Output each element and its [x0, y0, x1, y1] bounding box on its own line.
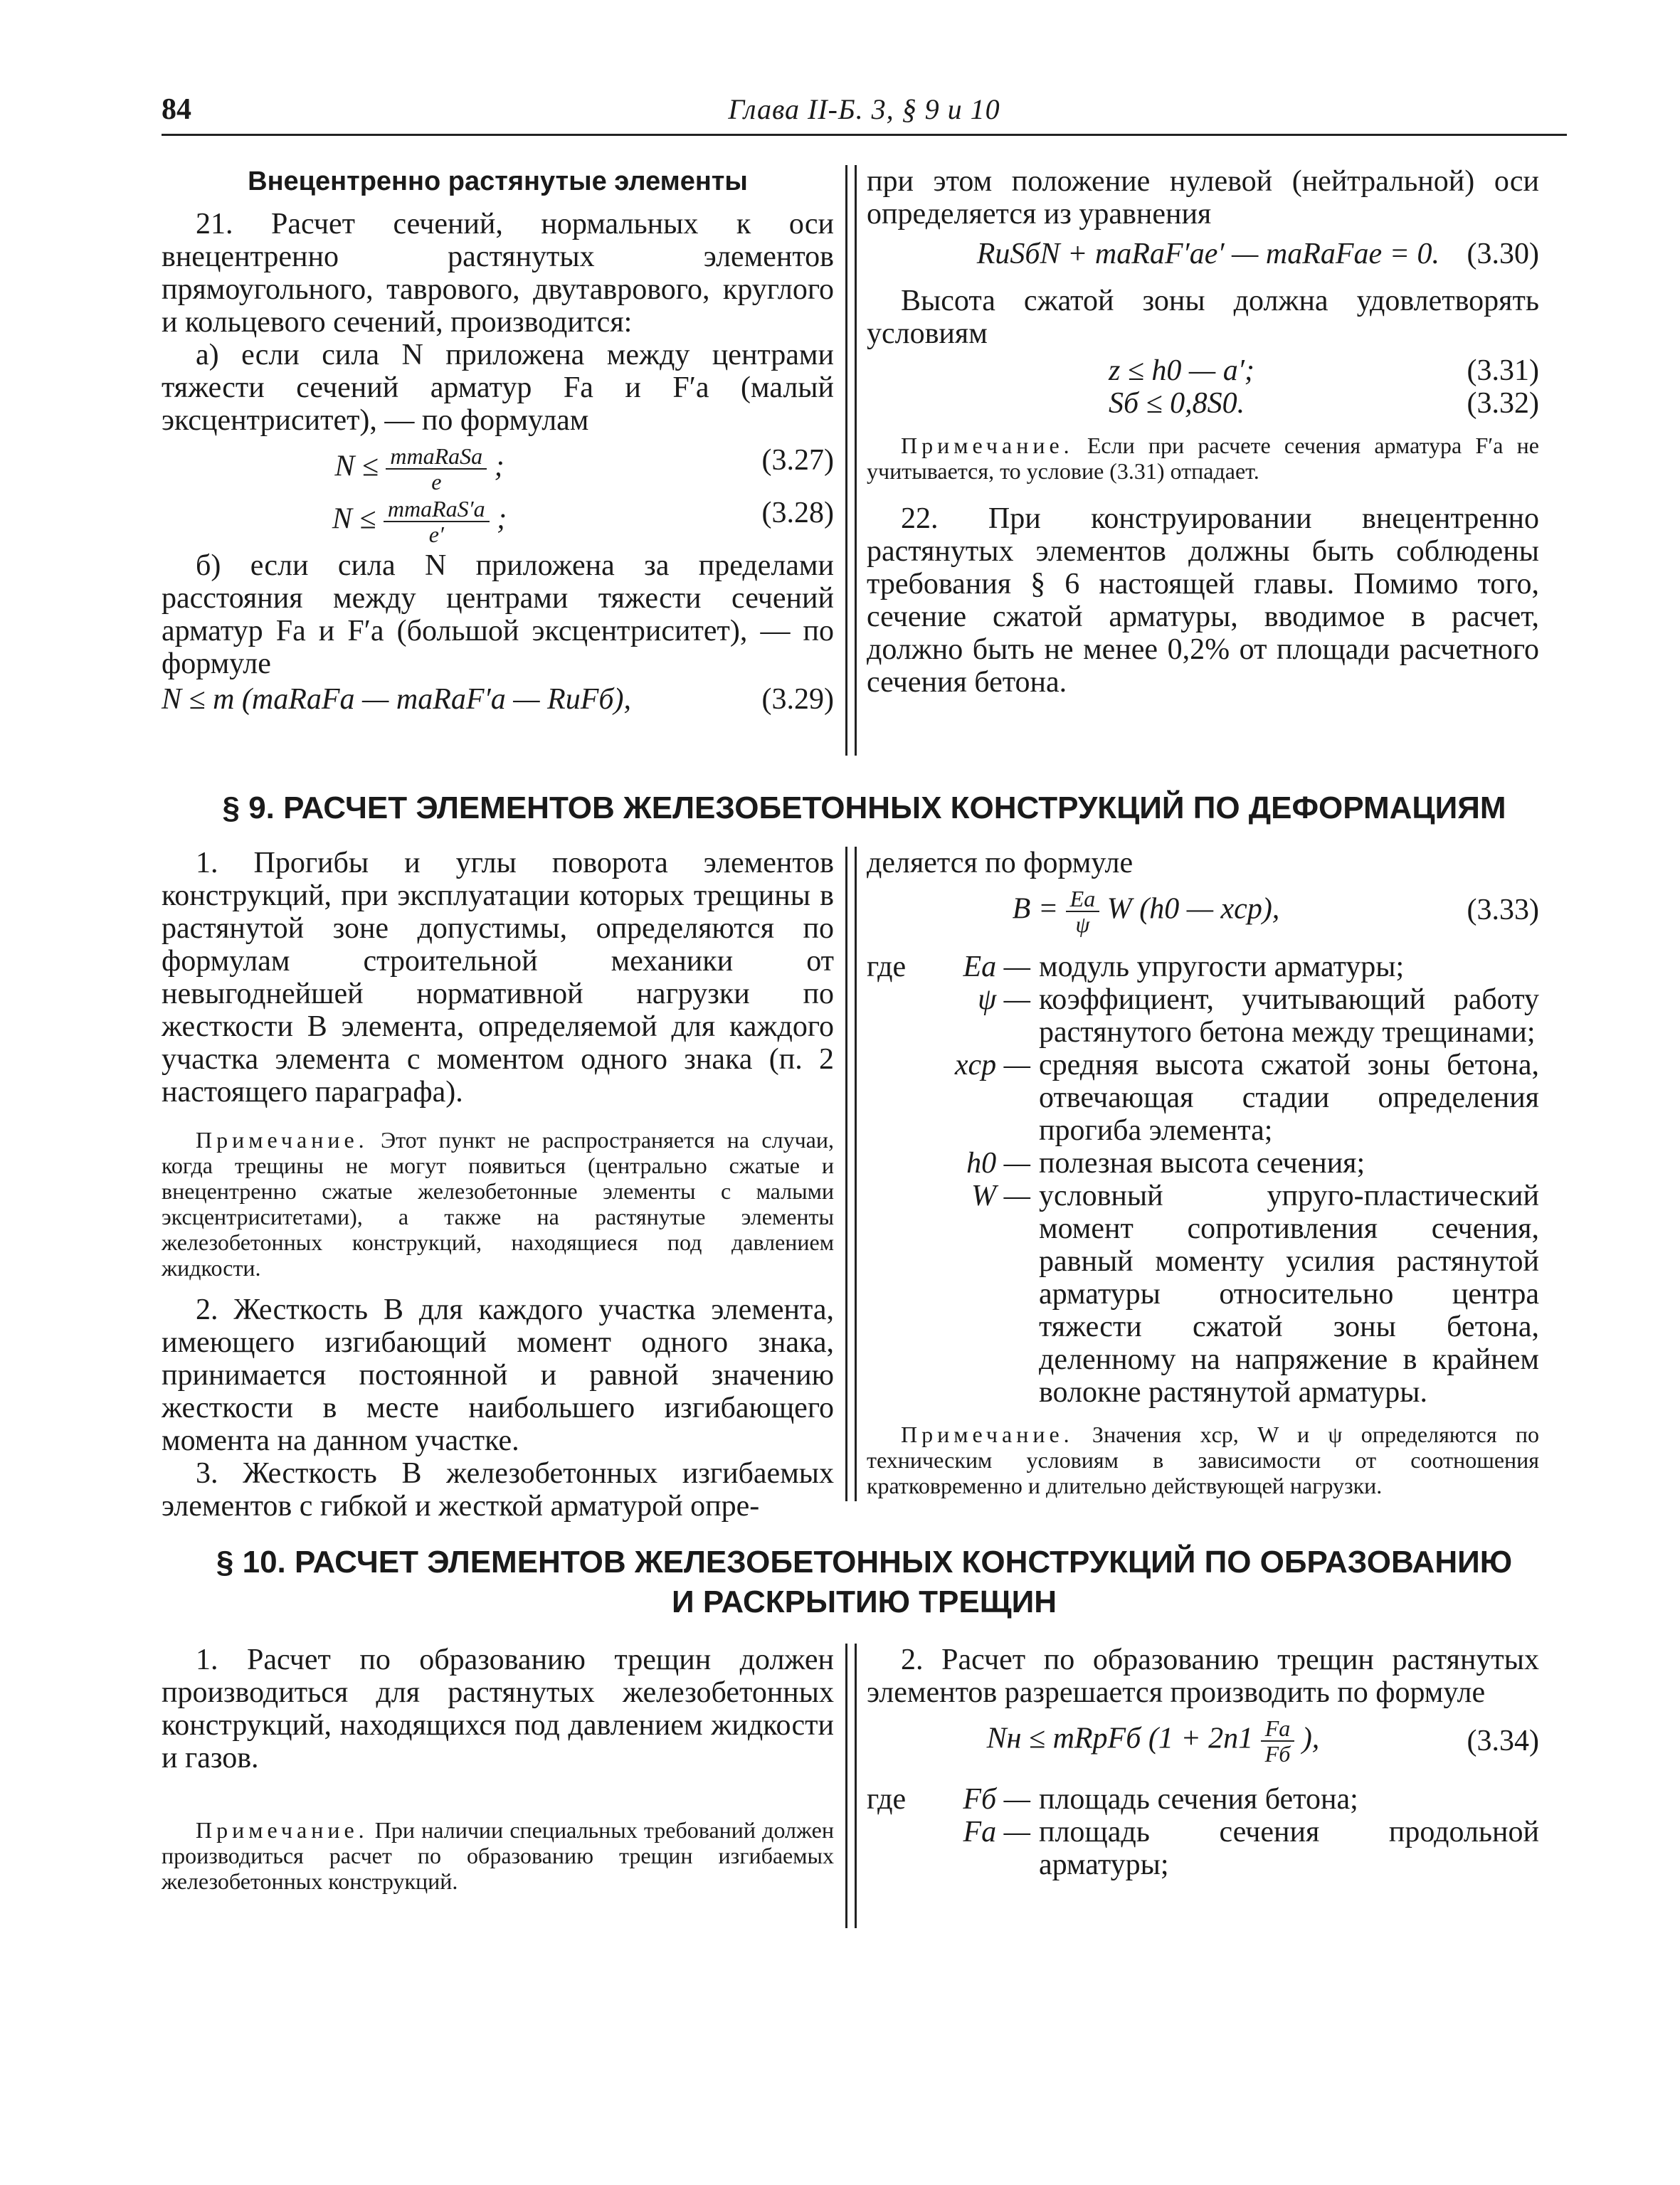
paragraph-formula-intro: деляется по формуле	[867, 847, 1134, 879]
section10-left-column	[162, 1644, 834, 1907]
formula-3-34-denominator: Fб	[1264, 1741, 1291, 1767]
definition-fb: площадь сечения бетона;	[1039, 1783, 1358, 1816]
paragraph-10-1: 1. Расчет по образованию трещин должен производиться для растянутых железобетонных конструкций, находящихся под давлением жидкости и газов.	[162, 1644, 834, 1774]
formula-3-28-tail: ;	[497, 502, 507, 536]
definition-xcp: средняя высота сжатой зоны бетона, отвечающая стадии определения прогиба элемента;	[1039, 1049, 1539, 1147]
section10-right-column	[867, 1644, 1539, 1881]
formula-3-33-lhs: B =	[1012, 892, 1059, 926]
formula-3-28-denominator: e′	[428, 522, 444, 547]
term-h0: h0 —	[966, 1147, 1030, 1180]
section9-left-column	[162, 847, 834, 1523]
note-10-1	[162, 1817, 834, 1894]
where-word: где	[867, 1783, 907, 1816]
paragraph-9-3: 3. Жесткость B железобетонных изгибаемых элементов с гибкой и жесткой арматурой опре-	[162, 1457, 834, 1523]
column-divider-1	[845, 165, 857, 756]
note-text: Этот пункт не распространяется на случаи, когда трещины не могут появиться (центрально сжатые и внецентренно сжатые железобетонные элементы с малыми эксцентриситетами), а также на растянутые элементы железобетонных конструкций, находящиеся под давлением жидкости.	[162, 1127, 834, 1281]
term-fb: Fб —	[963, 1783, 1030, 1816]
paragraph-22: 22. При конструировании внецентренно растянутых элементов должны быть соблюдены требования § 6 настоящей главы. Помимо того, сечение сжатой арматуры, вводимое в расчет, должно быть не менее 0,2% от площади расчетного сечения бетона.	[867, 502, 1539, 699]
formula-3-33-rhs: W (h0 — xср),	[1106, 892, 1280, 926]
formula-3-27-numerator: mmаRаSа	[386, 444, 487, 470]
formula-3-32	[867, 387, 1539, 420]
note-text: Значения xср, W и ψ определяются по техническим условиям в зависимости от соотношения кратковременно и длительно действующей нагрузки.	[867, 1422, 1539, 1498]
item-b: б) если сила N приложена за пределами расстояния между центрами тяжести сечений арматур Fа и F′а (большой эксцентриситет), — по формуле	[162, 549, 834, 680]
note-label: Примечание.	[901, 433, 1074, 458]
formula-3-33	[867, 887, 1539, 943]
paragraph-9-1: 1. Прогибы и углы поворота элементов конструкций, при эксплуатации которых трещины в растянутой зоне допустимы, определяются по формулам строительной механики от невыгоднейшей нормативной нагрузки по жесткости B элемента, определяемой для каждого участка элемента с моментом одного знака (п. 2 настоящего параграфа).	[162, 847, 834, 1109]
definition-h0: полезная высота сечения;	[1039, 1147, 1365, 1180]
formula-3-27-fraction	[386, 444, 487, 494]
definition-w: условный упруго-пластический момент сопротивления сечения, равный моменту усилия растянутой арматуры относительно центра тяжести сжатой зоны бетона, деленному на напряжение в крайнем волокне растянутой арматуры.	[1039, 1180, 1539, 1409]
block1-right-column	[867, 165, 1539, 699]
paragraph-neutral-axis: при этом положение нулевой (нейтральной) оси определяется из уравнения	[867, 165, 1539, 231]
formula-3-34-tail: ),	[1301, 1722, 1320, 1755]
formula-3-28	[162, 496, 834, 547]
paragraph-21: 21. Расчет сечений, нормальных к оси внецентренно растянутых элементов прямоугольного, таврового, двутаврового, круглого и кольцевого сечений, производится:	[162, 208, 834, 339]
term-ea: Eа —	[963, 951, 1030, 983]
section-10-heading-line-2: И РАСКРЫТИЮ ТРЕЩИН	[672, 1584, 1057, 1619]
formula-3-34-numerator: Fа	[1261, 1716, 1295, 1742]
note-label: Примечание.	[901, 1422, 1074, 1447]
equation-number-3-32: (3.32)	[1467, 387, 1539, 420]
where-word: где	[867, 951, 907, 983]
note-label: Примечание.	[196, 1817, 369, 1843]
formula-3-27-tail: ;	[494, 450, 504, 483]
formula-3-28-lhs: N ≤	[332, 502, 376, 536]
note-3-31	[867, 433, 1539, 484]
term-xcp: xср —	[954, 1049, 1030, 1081]
section-10-heading-line-1: § 10. РАСЧЕТ ЭЛЕМЕНТОВ ЖЕЛЕЗОБЕТОННЫХ КОНСТРУКЦИЙ ПО ОБРАЗОВАНИЮ	[216, 1545, 1513, 1580]
equation-number-3-34: (3.34)	[1467, 1725, 1539, 1757]
formula-3-33-denominator: ψ	[1075, 911, 1090, 937]
definitions-list-3-34	[867, 1783, 1539, 1881]
formula-3-30	[867, 238, 1539, 277]
formula-3-34	[867, 1716, 1539, 1776]
formula-3-28-fraction	[384, 497, 490, 546]
note-text: При наличии специальных требований должен производиться расчет по образованию трещин изгибаемых железобетонных конструкций.	[162, 1817, 834, 1894]
block1-left-column	[162, 165, 834, 726]
page-header	[162, 91, 1567, 136]
definition-psi: коэффициент, учитывающий работу растянутого бетона между трещинами;	[1039, 983, 1539, 1049]
formula-3-34-lhs: Nн ≤ mRрFб (1 + 2n1	[986, 1722, 1254, 1755]
definition-term	[867, 1783, 1030, 1816]
running-head: Глава II-Б. 3, § 9 и 10	[728, 93, 1000, 125]
section9-right-column	[867, 847, 1539, 1511]
section-9-heading: § 9. РАСЧЕТ ЭЛЕМЕНТОВ ЖЕЛЕЗОБЕТОННЫХ КОНСТРУКЦИЙ ПО ДЕФОРМАЦИЯМ	[222, 790, 1506, 825]
paragraph-compressed-zone: Высота сжатой зоны должна удовлетворять условиям	[867, 285, 1539, 350]
equation-number-3-31: (3.31)	[1467, 354, 1539, 387]
equation-number-3-30: (3.30)	[1467, 238, 1539, 270]
term-w: W —	[971, 1180, 1030, 1212]
paragraph-10-2: 2. Расчет по образованию трещин растянутых элементов разрешается производить по формуле	[867, 1644, 1539, 1709]
definition-fa: площадь сечения продольной арматуры;	[1039, 1816, 1539, 1881]
note-label: Примечание.	[196, 1127, 369, 1153]
subheading-eccentric-tension: Внецентренно растянутые элементы	[248, 166, 748, 196]
term-fa: Fа —	[963, 1816, 1030, 1848]
formula-3-33-numerator: Eа	[1066, 887, 1100, 912]
formula-3-32-expression: Sб ≤ 0,8S0.	[1109, 387, 1245, 420]
definition-term	[867, 951, 1030, 983]
note-9-values	[867, 1422, 1539, 1498]
section-10-heading	[162, 1543, 1567, 1622]
page-number: 84	[162, 93, 191, 126]
definitions-list-3-33	[867, 951, 1539, 1409]
equation-number-3-27: (3.27)	[761, 444, 834, 477]
formula-3-28-numerator: mmаRаS′а	[384, 497, 490, 522]
paragraph-9-2: 2. Жесткость B для каждого участка элемента, имеющего изгибающий момент одного знака, принимается постоянной и равной значению жесткости в месте наибольшего изгибающего момента на данном участке.	[162, 1293, 834, 1457]
formula-3-29	[162, 683, 834, 719]
formula-3-30-expression: RиSбN + mаRаF′аe′ — mаRаFаe = 0.	[976, 238, 1439, 270]
formula-3-27	[162, 443, 834, 494]
formula-3-31-expression: z ≤ h0 — a′;	[1109, 354, 1254, 387]
formula-3-31	[867, 354, 1539, 387]
formula-3-29-expression: N ≤ m (mаRаFа — mаRаF′а — RиFб),	[162, 683, 631, 716]
definition-ea: модуль упругости арматуры;	[1039, 951, 1405, 983]
formula-3-27-lhs: N ≤	[334, 450, 379, 483]
equation-number-3-29: (3.29)	[761, 683, 834, 716]
formula-3-33-fraction	[1066, 887, 1100, 936]
note-9-1	[162, 1127, 834, 1281]
equation-number-3-28: (3.28)	[761, 497, 834, 529]
column-divider-3	[845, 1644, 857, 1928]
formula-3-27-denominator: e	[431, 469, 442, 494]
formula-3-34-fraction	[1261, 1716, 1295, 1766]
item-a: а) если сила N приложена между центрами тяжести сечений арматур Fа и F′а (малый эксцентриситет), — по формулам	[162, 339, 834, 437]
column-divider-2	[845, 847, 857, 1501]
equation-number-3-33: (3.33)	[1467, 894, 1539, 926]
term-psi: ψ —	[978, 983, 1030, 1016]
note-text: Если при расчете сечения арматура F′а не учитывается, то условие (3.31) отпадает.	[867, 433, 1539, 484]
